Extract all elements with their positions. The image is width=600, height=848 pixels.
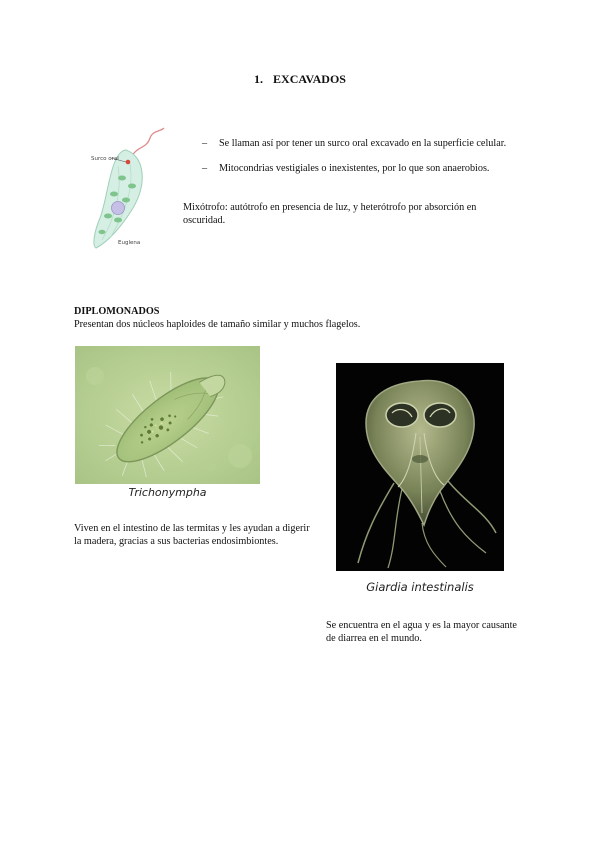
diplomonados-description: Presentan dos núcleos haploides de tamaño similar y muchos flagelos.: [74, 318, 361, 330]
giardia-text: Se encuentra en el agua y es la mayor causante de diarrea en el mundo.: [326, 620, 517, 644]
bullet-dash: –: [202, 163, 208, 174]
giardia-image: [336, 363, 504, 571]
diplomonados-block: [74, 306, 474, 331]
section-heading: [0, 72, 600, 87]
mixotrofo-paragraph: Mixótrofo: autótrofo en presencia de luz, y heterótrofo por absorción en oscuridad.: [183, 202, 477, 226]
bullet-dash: –: [202, 138, 208, 149]
trichonympha-image: [75, 346, 260, 484]
euglena-label-surco: Surco oral: [91, 156, 119, 162]
euglena-label-name: Euglena: [118, 240, 141, 246]
heading-number: 1.: [254, 72, 264, 86]
trichonympha-text: Viven en el intestino de las termitas y les ayudan a digerir la madera, gracias a sus bacterias endosimbiontes.: [74, 523, 310, 547]
bullet-text: Mitocondrias vestigiales o inexistentes, por lo que son anaerobios.: [219, 163, 490, 174]
heading-title: EXCAVADOS: [273, 72, 346, 86]
giardia-caption: Giardia intestinalis: [366, 580, 474, 594]
euglena-illustration: [78, 120, 173, 255]
bullet-item: [183, 138, 523, 151]
trichonympha-caption: Trichonympha: [128, 486, 207, 499]
bullet-item: [183, 163, 543, 176]
bullet-text: Se llaman así por tener un surco oral excavado en la superficie celular.: [219, 138, 507, 149]
diplomonados-title: DIPLOMONADOS: [74, 306, 160, 317]
